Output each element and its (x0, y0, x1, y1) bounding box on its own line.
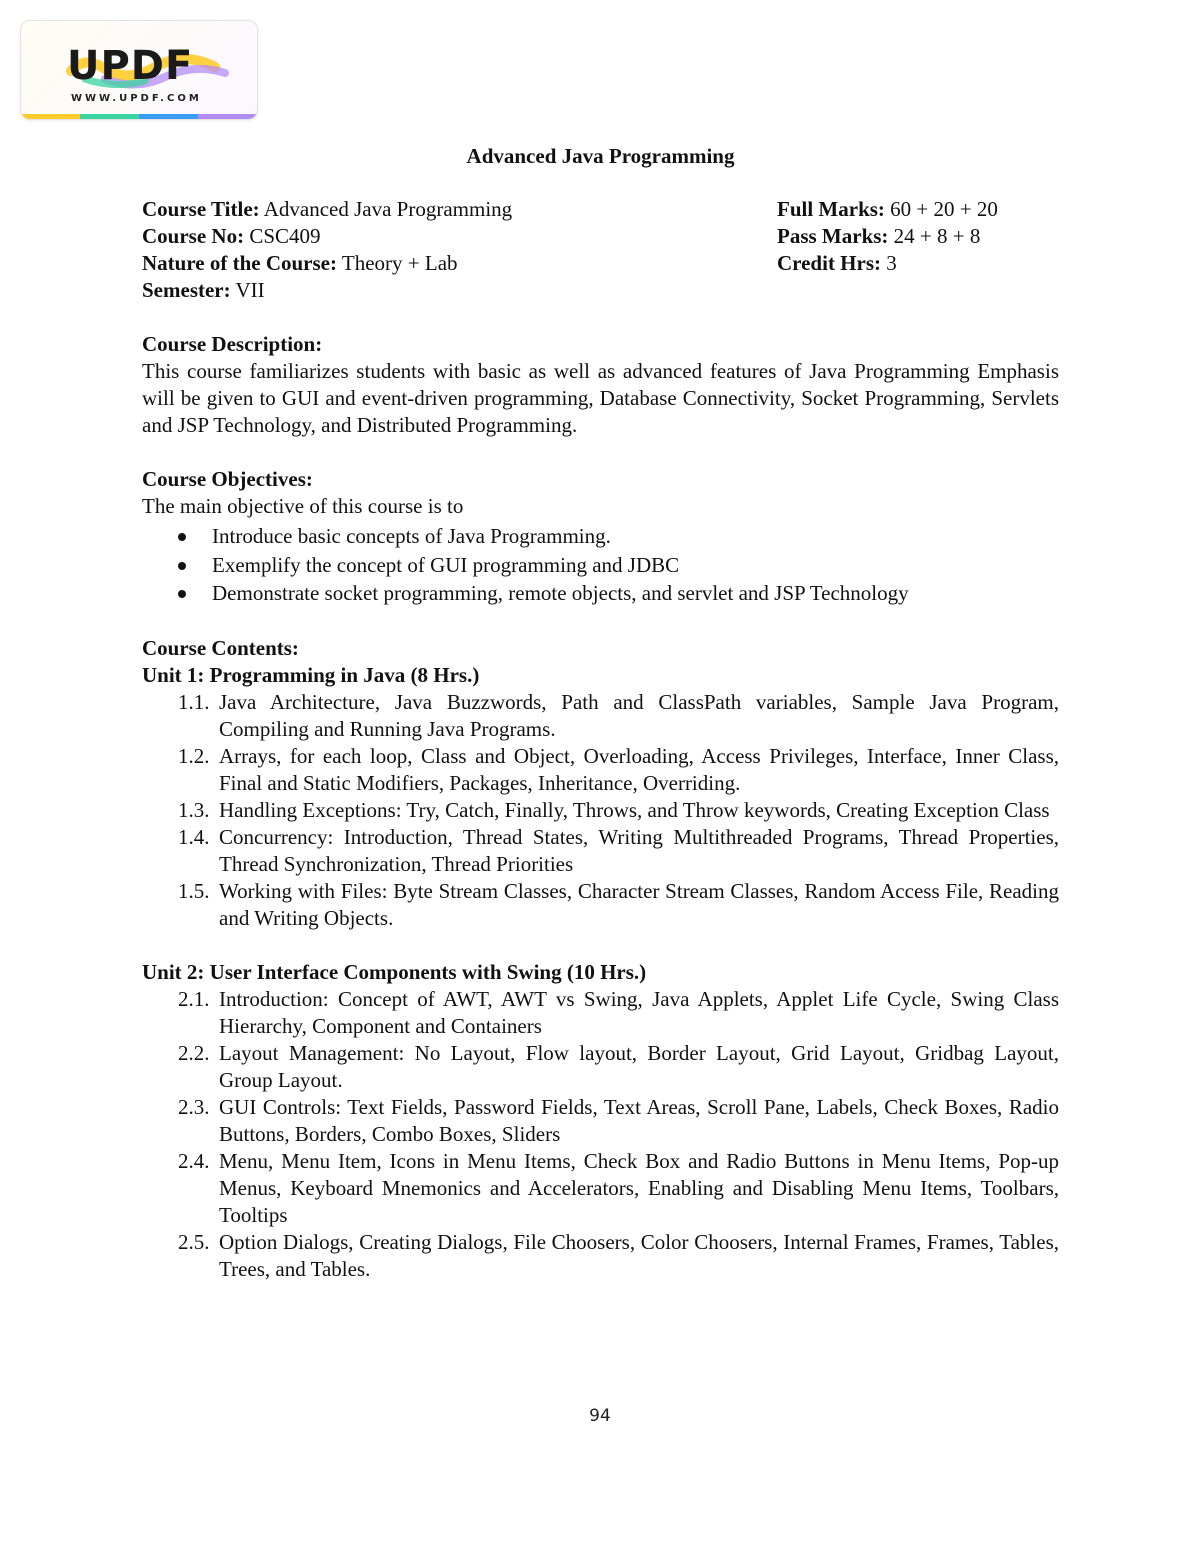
updf-logo-card (20, 20, 258, 120)
item-number: 2.4. (178, 1148, 210, 1173)
course-no-value: CSC409 (249, 224, 321, 248)
objective-item (142, 579, 1059, 608)
semester-label: Semester: (142, 278, 231, 302)
item-number: 2.3. (178, 1094, 210, 1119)
full-marks-row (777, 196, 1059, 223)
bullet-icon (178, 562, 186, 570)
unit-item (142, 878, 1059, 932)
full-marks-value: 60 + 20 + 20 (890, 197, 998, 221)
logo-color-stripe (21, 114, 257, 119)
course-title-label: Course Title: (142, 197, 260, 221)
item-text: GUI Controls: Text Fields, Password Fields, Text Areas, Scroll Pane, Labels, Check Boxes, Radio Buttons, Borders, Combo Boxes, Sliders (219, 1094, 1059, 1146)
nature-label: Nature of the Course: (142, 251, 337, 275)
semester-value: VII (235, 278, 265, 302)
unit-item (142, 797, 1059, 824)
bullet-icon (178, 533, 186, 541)
item-text: Layout Management: No Layout, Flow layout, Border Layout, Grid Layout, Gridbag Layout, Group Layout. (219, 1040, 1059, 1092)
unit-item (142, 743, 1059, 797)
updf-logo-text: UPDF (67, 43, 194, 89)
objective-text: Demonstrate socket programming, remote objects, and servlet and JSP Technology (212, 581, 909, 605)
course-contents-heading: Course Contents: (142, 635, 299, 660)
objective-item (142, 551, 1059, 580)
pass-marks-value: 24 + 8 + 8 (893, 224, 981, 248)
objective-item (142, 522, 1059, 551)
pass-marks-label: Pass Marks: (777, 224, 889, 248)
pass-marks-row (777, 223, 1059, 250)
unit-1-title: Unit 1: Programming in Java (8 Hrs.) (142, 662, 480, 687)
course-title-row (142, 196, 777, 223)
unit-item (142, 986, 1059, 1040)
course-description-heading: Course Description: (142, 332, 323, 356)
item-text: Java Architecture, Java Buzzwords, Path and ClassPath variables, Sample Java Program, Compiling and Running Java Programs. (219, 689, 1059, 741)
unit-item (142, 824, 1059, 878)
credit-hrs-row (777, 250, 1059, 277)
item-text: Concurrency: Introduction, Thread States, Writing Multithreaded Programs, Thread Properties, Thread Synchronization, Thread Priorities (219, 824, 1059, 876)
item-number: 1.5. (178, 878, 210, 903)
credit-hrs-value: 3 (886, 251, 897, 275)
bullet-icon (178, 590, 186, 598)
objective-text: Introduce basic concepts of Java Programming. (212, 524, 611, 548)
item-number: 1.3. (178, 797, 210, 822)
unit-item (142, 1148, 1059, 1229)
course-title-value: Advanced Java Programming (263, 197, 513, 221)
objective-text: Exemplify the concept of GUI programming and JDBC (212, 552, 680, 577)
updf-logo-icon (65, 39, 235, 95)
course-objectives-intro: The main objective of this course is to (142, 494, 464, 518)
unit-item (142, 1094, 1059, 1148)
course-no-row (142, 223, 777, 250)
item-number: 2.2. (178, 1040, 210, 1065)
course-meta (142, 196, 1059, 304)
course-description-section (142, 331, 1059, 439)
course-meta-right (777, 196, 1059, 304)
nature-row (142, 250, 777, 277)
item-number: 1.2. (178, 743, 210, 768)
unit-1-items (142, 689, 1059, 932)
unit-item (142, 1040, 1059, 1094)
item-text: Option Dialogs, Creating Dialogs, File Choosers, Color Choosers, Internal Frames, Frames, Tables, Trees, and Tables. (219, 1229, 1059, 1281)
document-page (142, 143, 1059, 1283)
item-text: Working with Files: Byte Stream Classes, Character Stream Classes, Random Access File, Reading and Writing Objects. (219, 878, 1059, 930)
objectives-list (142, 522, 1059, 608)
item-number: 1.1. (178, 689, 210, 714)
course-description-text: This course familiarizes students with basic as well as advanced features of Java Programming Emphasis will be given to GUI and event-driven programming, Database Connectivity, Socket Programming, Servlets and JSP Technology, and Distributed Programming. (142, 359, 1059, 437)
page-number: 94 (589, 1406, 611, 1426)
course-no-label: Course No: (142, 224, 245, 248)
full-marks-label: Full Marks: (777, 197, 885, 221)
item-number: 2.1. (178, 986, 210, 1011)
course-contents-section (142, 635, 1059, 1283)
course-meta-left (142, 196, 777, 304)
document-title: Advanced Java Programming (466, 144, 735, 168)
item-number: 1.4. (178, 824, 210, 849)
item-text: Menu, Menu Item, Icons in Menu Items, Check Box and Radio Buttons in Menu Items, Pop-up Menus, Keyboard Mnemonics and Accelerators, Enabling and Disabling Menu Items, Toolbars, Tooltips (219, 1148, 1059, 1227)
unit-item (142, 689, 1059, 743)
item-text: Handling Exceptions: Try, Catch, Finally, Throws, and Throw keywords, Creating Exception Class (219, 797, 1050, 822)
credit-hrs-label: Credit Hrs: (777, 251, 882, 275)
unit-2-title: Unit 2: User Interface Components with Swing (10 Hrs.) (142, 959, 647, 984)
nature-value: Theory + Lab (341, 251, 458, 275)
item-number: 2.5. (178, 1229, 210, 1254)
course-objectives-section (142, 466, 1059, 608)
semester-row (142, 277, 777, 304)
item-text: Introduction: Concept of AWT, AWT vs Swing, Java Applets, Applet Life Cycle, Swing Class Hierarchy, Component and Containers (219, 986, 1059, 1038)
unit-2-items (142, 986, 1059, 1283)
item-text: Arrays, for each loop, Class and Object, Overloading, Access Privileges, Interface, Inner Class, Final and Static Modifiers, Packages, Inheritance, Overriding. (219, 743, 1059, 795)
unit-item (142, 1229, 1059, 1283)
course-objectives-heading: Course Objectives: (142, 467, 313, 491)
updf-logo-url: WWW.UPDF.COM (71, 93, 202, 104)
